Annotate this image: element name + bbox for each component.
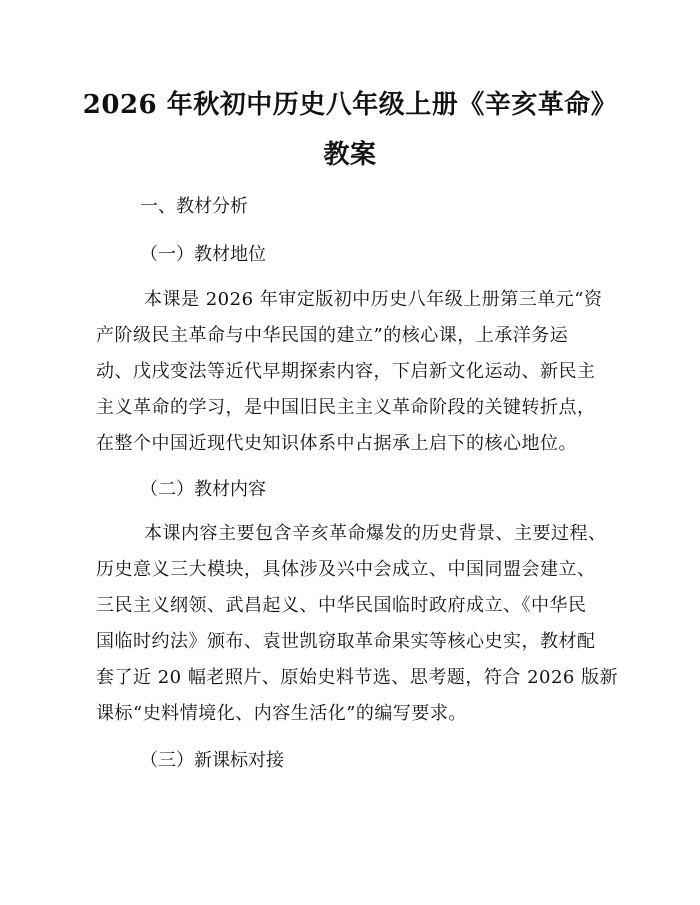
paragraph-content: [96, 516, 619, 732]
paragraph-line: 产阶级民主革命与中华民国的建立”的核心课，上承洋务运: [96, 325, 569, 346]
paragraph-line: 历史意义三大模块，具体涉及兴中会成立、中国同盟会建立、: [96, 559, 596, 580]
paragraph-line: 课标“史料情境化、内容生活化”的编写要求。: [96, 703, 467, 724]
section-heading-materials-analysis: 一、教材分析: [140, 196, 248, 217]
paragraph-line: 动、戊戌变法等近代早期探索内容，下启新文化运动、新民主: [96, 361, 596, 382]
paragraph-line: 本课是 2026 年审定版初中历史八年级上册第三单元“资: [144, 289, 603, 310]
paragraph-status: [96, 282, 606, 462]
paragraph-line: 本课内容主要包含辛亥革命爆发的历史背景、主要过程、: [144, 523, 607, 544]
paragraph-line: 国临时约法》颁布、袁世凯窃取革命果实等核心史实，教材配: [96, 631, 596, 652]
paragraph-line: 三民主义纲领、武昌起义、中华民国临时政府成立、《中华民: [96, 595, 587, 616]
subsection-heading-curriculum: （三）新课标对接: [140, 750, 284, 771]
subsection-heading-status: （一）教材地位: [140, 244, 266, 265]
paragraph-line: 主义革命的学习，是中国旧民主主义革命阶段的关键转折点，: [96, 397, 596, 418]
document-title-line-2: 教案: [323, 140, 377, 170]
paragraph-line: 套了近 20 幅老照片、原始史料节选、思考题，符合 2026 版新: [96, 667, 619, 688]
document-title-line-1: 2026 年秋初中历史八年级上册《辛亥革命》: [82, 90, 618, 120]
paragraph-line: 在整个中国近现代史知识体系中占据承上启下的核心地位。: [96, 433, 577, 454]
subsection-heading-content: （二）教材内容: [140, 479, 266, 500]
